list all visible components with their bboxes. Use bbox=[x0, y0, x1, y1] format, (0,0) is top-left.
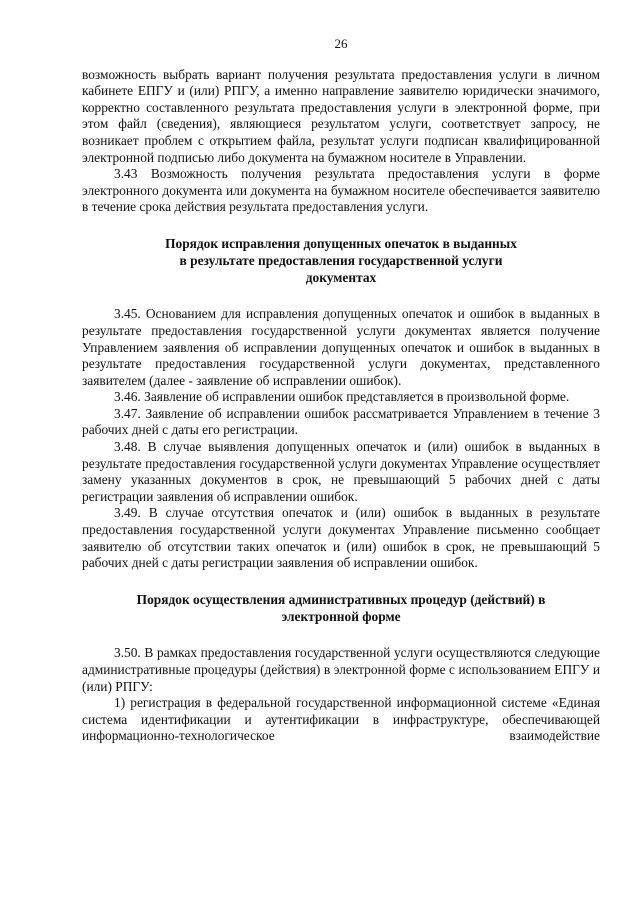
heading-line: документах bbox=[305, 269, 377, 285]
paragraph-3-49: 3.49. В случае отсутствия опечаток и (или) ошибок в выданных в результате предоставления государственной услуги документах Управление письменно сообщает заявителю об отсутствии таких опечаток и (или) ошибок в срок, не превышающий 5 рабочих дней с даты регистрации заявления об исправлении ошибок. bbox=[82, 505, 600, 571]
section-heading-electronic bbox=[82, 592, 600, 626]
paragraph-3-50: 3.50. В рамках предоставления государственной услуги осуществляются следующие административные процедуры (действия) в электронной форме с использованием ЕПГУ и (или) РПГУ: bbox=[82, 645, 600, 694]
heading-line: электронной форме bbox=[281, 608, 401, 624]
paragraph-3-50-item-1: 1) регистрация в федеральной государственной информационной системе «Единая система идентификации и аутентификации в инфраструктуре, обеспечивающей информационно-технологическое взаимодействие bbox=[82, 695, 600, 744]
paragraph-3-46: 3.46. Заявление об исправлении ошибок представляется в произвольной форме. bbox=[114, 389, 570, 405]
section-heading-corrections bbox=[82, 236, 600, 286]
paragraph-3-43: 3.43 Возможность получения результата предоставления услуги в форме электронного документа или документа на бумажном носителе обеспечивается заявителю в течение срока действия результата предоставления услуги. bbox=[82, 166, 600, 215]
paragraph-3-48: 3.48. В случае выявления допущенных опечаток и (или) ошибок в выданных в результате предоставления государственной услуги документах Управление осуществляет замену указанных документов в срок, не превышающий 5 рабочих дней с даты регистрации заявления об исправлении ошибок. bbox=[82, 439, 600, 504]
paragraph-continuation: возможность выбрать вариант получения результата предоставления услуги в личном кабинете ЕПГУ и (или) РПГУ, а именно направление заявителю юридически значимого, корректно составленного результата предоставления услуги в электронной форме, при этом файл (сведения), являющиеся результатом услуги, соответствует запросу, не возникает проблем с открытием файла, результат услуги подписан квалифицированной электронной подписью либо документа на бумажном носителе в Управлении. bbox=[82, 66, 600, 165]
heading-line: в результате предоставления государственной услуги bbox=[179, 252, 503, 268]
paragraph-3-47: 3.47. Заявление об исправлении ошибок рассматривается Управлением в течение 3 рабочих дней с даты его регистрации. bbox=[82, 405, 600, 438]
paragraph-3-45: 3.45. Основанием для исправления допущенных опечаток и ошибок в выданных в результате предоставления государственной услуги документах является получение Управлением заявления об исправлении допущенных опечаток и ошибок в выданных в результате предоставления государственной услуги документах, представленного заявителем (далее - заявление об исправлении ошибок). bbox=[82, 306, 600, 388]
heading-line: Порядок исправления допущенных опечаток в выданных bbox=[165, 235, 517, 251]
heading-line: Порядок осуществления административных процедур (действий) в bbox=[136, 591, 546, 607]
page-number: 26 bbox=[334, 36, 348, 51]
